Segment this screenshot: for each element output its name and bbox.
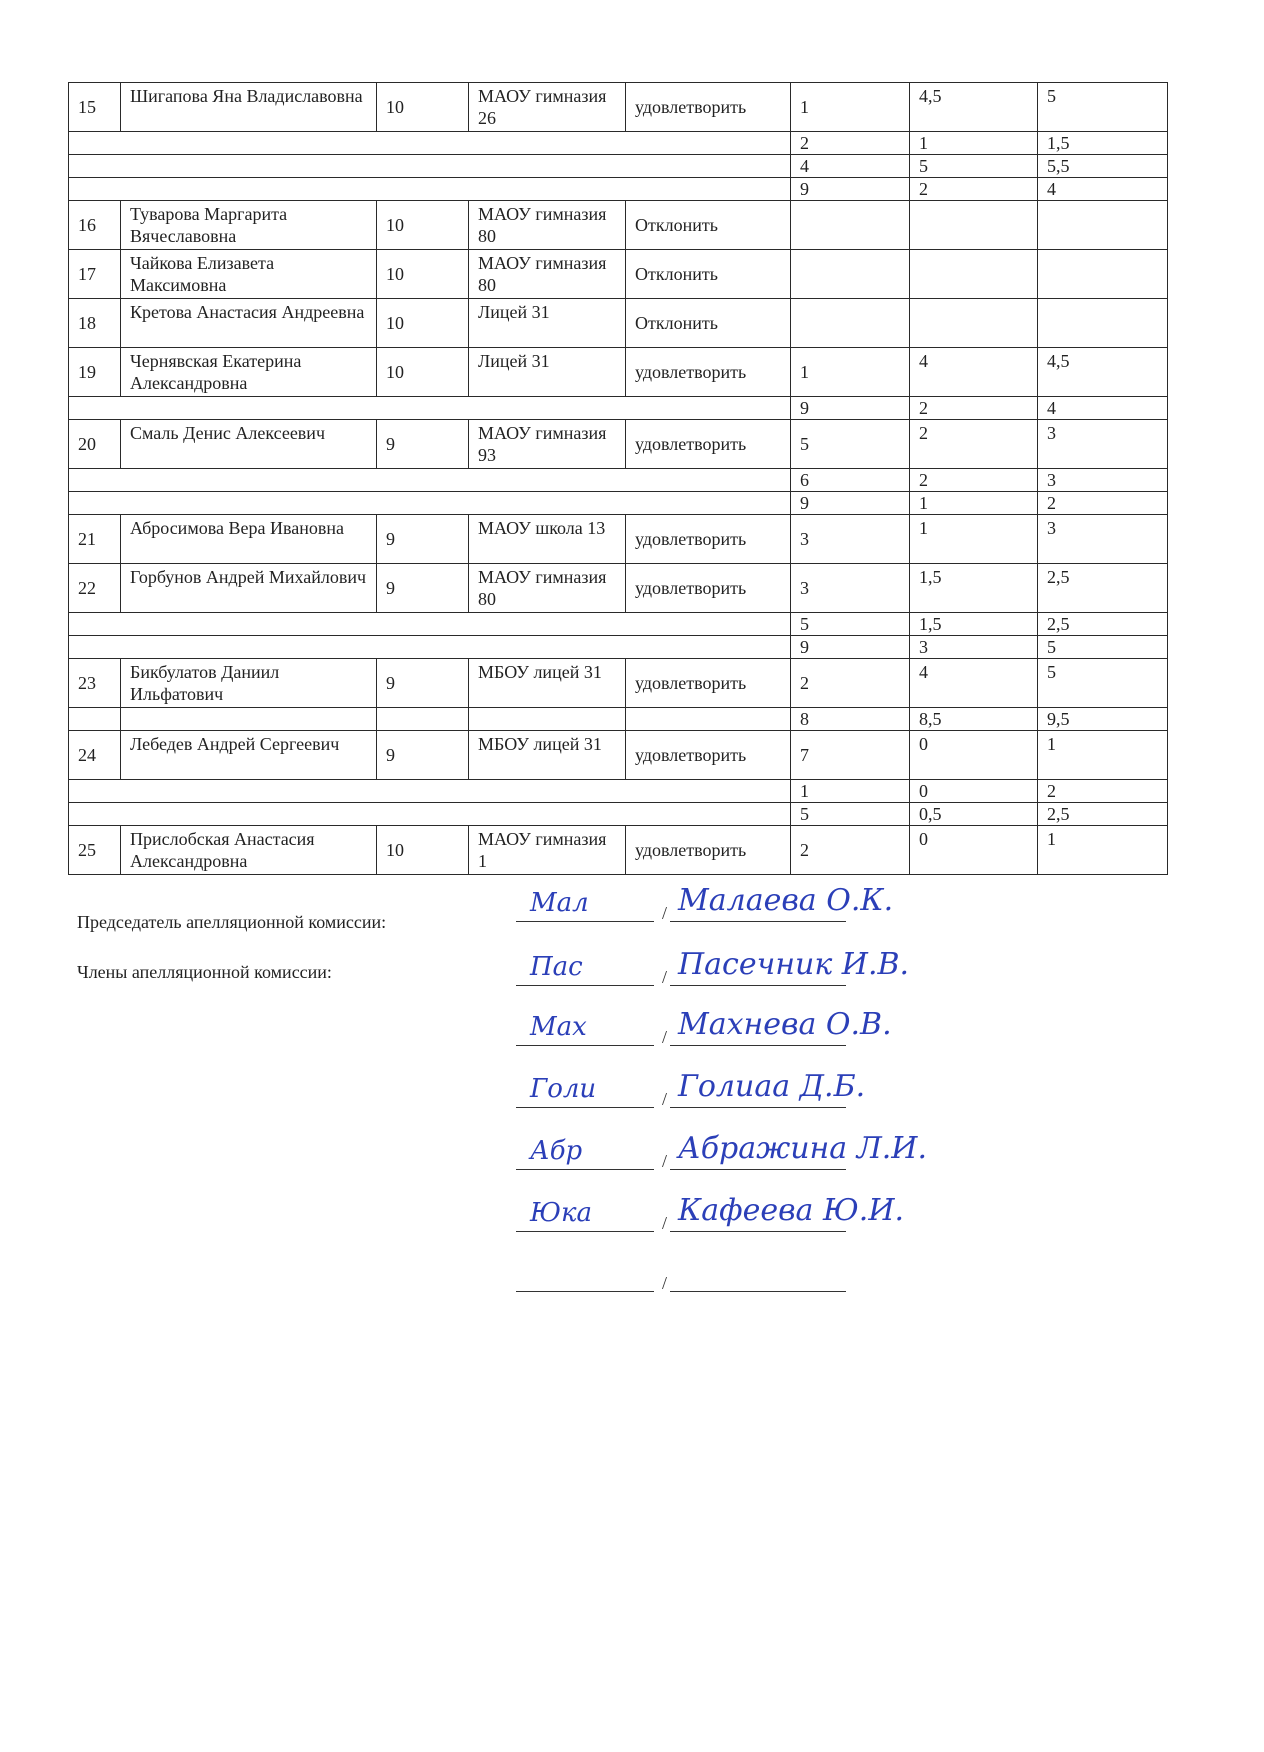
- signature-underline: [516, 1231, 654, 1232]
- merged-empty-cell: [69, 803, 791, 826]
- student-name: Туварова Маргарита Вячеславовна: [121, 201, 377, 250]
- task-number: 8: [791, 708, 910, 731]
- table-row: [69, 803, 1168, 826]
- decision: Отклонить: [626, 299, 791, 348]
- merged-empty-cell: [69, 469, 791, 492]
- merged-empty-cell: [69, 780, 791, 803]
- score-after: 3: [1038, 420, 1168, 469]
- score-before: 4: [910, 659, 1038, 708]
- score-after: 2,5: [1038, 803, 1168, 826]
- table-row: [69, 564, 1168, 613]
- decision: удовлетворить: [626, 420, 791, 469]
- decision: удовлетворить: [626, 515, 791, 564]
- table-row: [69, 492, 1168, 515]
- task-number: 5: [791, 420, 910, 469]
- score-before: 1: [910, 492, 1038, 515]
- handwritten-signature: Мах: [530, 1012, 587, 1042]
- empty-cell: [469, 708, 626, 731]
- signature-line: [516, 942, 910, 987]
- score-after: 2,5: [1038, 613, 1168, 636]
- score-before: 0: [910, 826, 1038, 875]
- signature-underline: [516, 921, 654, 922]
- grade: 10: [377, 299, 469, 348]
- separator-slash: /: [662, 967, 668, 987]
- student-name: Чайкова Елизавета Максимовна: [121, 250, 377, 299]
- grade: 9: [377, 731, 469, 780]
- row-number: 15: [69, 83, 121, 132]
- score-before: 1: [910, 132, 1038, 155]
- signature-line: [516, 1126, 927, 1171]
- score-before: 2: [910, 420, 1038, 469]
- handwritten-signature: Мал: [530, 888, 589, 918]
- task-number: 1: [791, 780, 910, 803]
- row-number: 23: [69, 659, 121, 708]
- handwritten-name: Голиаа Д.Б.: [678, 1069, 866, 1104]
- score-after: 5: [1038, 83, 1168, 132]
- table-row: [69, 348, 1168, 397]
- task-number: 2: [791, 132, 910, 155]
- table-row: [69, 299, 1168, 348]
- table-row: [69, 515, 1168, 564]
- separator-slash: /: [662, 1089, 668, 1109]
- row-number: 25: [69, 826, 121, 875]
- school: МБОУ лицей 31: [469, 659, 626, 708]
- task-number: 9: [791, 397, 910, 420]
- decision: удовлетворить: [626, 826, 791, 875]
- student-name: Прислобская Анастасия Александровна: [121, 826, 377, 875]
- separator-slash: /: [662, 1151, 668, 1171]
- decision: Отклонить: [626, 250, 791, 299]
- score-after: 5: [1038, 659, 1168, 708]
- student-name: Чернявская Екатерина Александровна: [121, 348, 377, 397]
- name-underline: [670, 1107, 846, 1108]
- score-before: 1,5: [910, 613, 1038, 636]
- handwritten-signature: Абр: [530, 1136, 583, 1166]
- row-number: 19: [69, 348, 121, 397]
- handwritten-name: Пасечник И.В.: [678, 947, 910, 982]
- score-before: 0: [910, 780, 1038, 803]
- student-name: Кретова Анастасия Андреевна: [121, 299, 377, 348]
- score-before: 5: [910, 155, 1038, 178]
- merged-empty-cell: [69, 397, 791, 420]
- name-underline: [670, 1291, 846, 1292]
- signature-underline: [516, 1169, 654, 1170]
- score-after: 4: [1038, 178, 1168, 201]
- merged-empty-cell: [69, 636, 791, 659]
- table-row: [69, 155, 1168, 178]
- merged-empty-cell: [69, 132, 791, 155]
- chair-label: Председатель апелляционной комиссии:: [77, 912, 387, 932]
- handwritten-signature: Юка: [530, 1198, 593, 1228]
- grade: 10: [377, 348, 469, 397]
- separator-slash: /: [662, 1273, 668, 1293]
- decision: удовлетворить: [626, 348, 791, 397]
- task-number: 2: [791, 659, 910, 708]
- task-number: 1: [791, 83, 910, 132]
- task-number: 3: [791, 515, 910, 564]
- members-label: Члены апелляционной комиссии:: [77, 962, 332, 982]
- table-row: [69, 83, 1168, 132]
- score-after: 4,5: [1038, 348, 1168, 397]
- student-name: Горбунов Андрей Михайлович: [121, 564, 377, 613]
- task-number: 2: [791, 826, 910, 875]
- grade: 9: [377, 420, 469, 469]
- table-row: [69, 420, 1168, 469]
- score-before: 2: [910, 178, 1038, 201]
- table-row: [69, 397, 1168, 420]
- empty-cell: [626, 708, 791, 731]
- table-row: [69, 708, 1168, 731]
- score-before: 2: [910, 397, 1038, 420]
- table-row: [69, 469, 1168, 492]
- student-name: Шигапова Яна Владиславовна: [121, 83, 377, 132]
- task-number: 9: [791, 636, 910, 659]
- score-before: [910, 201, 1038, 250]
- score-after: 4: [1038, 397, 1168, 420]
- school: МАОУ гимназия 80: [469, 564, 626, 613]
- school: МАОУ гимназия 93: [469, 420, 626, 469]
- score-after: 5: [1038, 636, 1168, 659]
- score-before: 0: [910, 731, 1038, 780]
- score-after: 2: [1038, 492, 1168, 515]
- row-number: 22: [69, 564, 121, 613]
- table-row: [69, 613, 1168, 636]
- handwritten-name: Малаева О.К.: [678, 883, 894, 918]
- row-number: 21: [69, 515, 121, 564]
- school: МАОУ школа 13: [469, 515, 626, 564]
- name-underline: [670, 985, 846, 986]
- score-after: [1038, 299, 1168, 348]
- separator-slash: /: [662, 903, 668, 923]
- empty-cell: [377, 708, 469, 731]
- row-number: 17: [69, 250, 121, 299]
- task-number: 4: [791, 155, 910, 178]
- signature-underline: [516, 1107, 654, 1108]
- table-row: [69, 636, 1168, 659]
- handwritten-signature: Голи: [530, 1074, 597, 1104]
- score-before: 1,5: [910, 564, 1038, 613]
- student-name: Лебедев Андрей Сергеевич: [121, 731, 377, 780]
- table-row: [69, 178, 1168, 201]
- score-before: 3: [910, 636, 1038, 659]
- merged-empty-cell: [69, 178, 791, 201]
- merged-empty-cell: [69, 492, 791, 515]
- task-number: 6: [791, 469, 910, 492]
- empty-cell: [69, 708, 121, 731]
- score-after: 1: [1038, 731, 1168, 780]
- signature-underline: [516, 1045, 654, 1046]
- table-body: [69, 83, 1168, 875]
- score-before: [910, 299, 1038, 348]
- task-number: 5: [791, 613, 910, 636]
- grade: 10: [377, 826, 469, 875]
- handwritten-signature: Пас: [530, 952, 583, 982]
- signature-line: [516, 1002, 892, 1047]
- separator-slash: /: [662, 1027, 668, 1047]
- merged-empty-cell: [69, 613, 791, 636]
- school: Лицей 31: [469, 299, 626, 348]
- school: Лицей 31: [469, 348, 626, 397]
- handwritten-name: Кафеева Ю.И.: [678, 1193, 905, 1228]
- task-number: [791, 250, 910, 299]
- grade: 9: [377, 659, 469, 708]
- table-row: [69, 201, 1168, 250]
- score-after: [1038, 250, 1168, 299]
- name-underline: [670, 1169, 846, 1170]
- signature-underline: [516, 1291, 654, 1292]
- grade: 10: [377, 250, 469, 299]
- handwritten-name: Махнева О.В.: [678, 1007, 892, 1042]
- score-before: [910, 250, 1038, 299]
- school: МБОУ лицей 31: [469, 731, 626, 780]
- signature-line: [516, 878, 894, 923]
- decision: удовлетворить: [626, 564, 791, 613]
- decision: удовлетворить: [626, 731, 791, 780]
- school: МАОУ гимназия 1: [469, 826, 626, 875]
- score-after: 1,5: [1038, 132, 1168, 155]
- table-row: [69, 731, 1168, 780]
- student-name: Бикбулатов Даниил Ильфатович: [121, 659, 377, 708]
- decision: удовлетворить: [626, 83, 791, 132]
- signature-underline: [516, 985, 654, 986]
- decision: Отклонить: [626, 201, 791, 250]
- table-row: [69, 250, 1168, 299]
- score-after: 3: [1038, 469, 1168, 492]
- score-after: 2: [1038, 780, 1168, 803]
- task-number: 7: [791, 731, 910, 780]
- task-number: 9: [791, 492, 910, 515]
- score-after: 9,5: [1038, 708, 1168, 731]
- name-underline: [670, 1231, 846, 1232]
- signature-line: [516, 1248, 852, 1292]
- score-before: 4,5: [910, 83, 1038, 132]
- grade: 9: [377, 564, 469, 613]
- table-row: [69, 132, 1168, 155]
- row-number: 20: [69, 420, 121, 469]
- task-number: 9: [791, 178, 910, 201]
- score-after: 1: [1038, 826, 1168, 875]
- row-number: 16: [69, 201, 121, 250]
- separator-slash: /: [662, 1213, 668, 1233]
- score-after: 3: [1038, 515, 1168, 564]
- school: МАОУ гимназия 80: [469, 201, 626, 250]
- task-number: [791, 201, 910, 250]
- score-before: 1: [910, 515, 1038, 564]
- handwritten-name: Абражина Л.И.: [678, 1131, 927, 1166]
- table-row: [69, 826, 1168, 875]
- row-number: 24: [69, 731, 121, 780]
- score-before: 2: [910, 469, 1038, 492]
- decision: удовлетворить: [626, 659, 791, 708]
- score-before: 0,5: [910, 803, 1038, 826]
- score-after: [1038, 201, 1168, 250]
- task-number: 1: [791, 348, 910, 397]
- school: МАОУ гимназия 26: [469, 83, 626, 132]
- student-name: Абросимова Вера Ивановна: [121, 515, 377, 564]
- score-after: 2,5: [1038, 564, 1168, 613]
- score-before: 4: [910, 348, 1038, 397]
- table-row: [69, 780, 1168, 803]
- grade: 10: [377, 83, 469, 132]
- grade: 10: [377, 201, 469, 250]
- empty-cell: [121, 708, 377, 731]
- student-name: Смаль Денис Алексеевич: [121, 420, 377, 469]
- name-underline: [670, 1045, 846, 1046]
- school: МАОУ гимназия 80: [469, 250, 626, 299]
- merged-empty-cell: [69, 155, 791, 178]
- grade: 9: [377, 515, 469, 564]
- score-before: 8,5: [910, 708, 1038, 731]
- table-row: [69, 659, 1168, 708]
- score-after: 5,5: [1038, 155, 1168, 178]
- task-number: 3: [791, 564, 910, 613]
- signature-line: [516, 1188, 905, 1233]
- signature-line: [516, 1064, 866, 1109]
- task-number: [791, 299, 910, 348]
- name-underline: [670, 921, 846, 922]
- task-number: 5: [791, 803, 910, 826]
- row-number: 18: [69, 299, 121, 348]
- appeals-table: [68, 82, 1168, 875]
